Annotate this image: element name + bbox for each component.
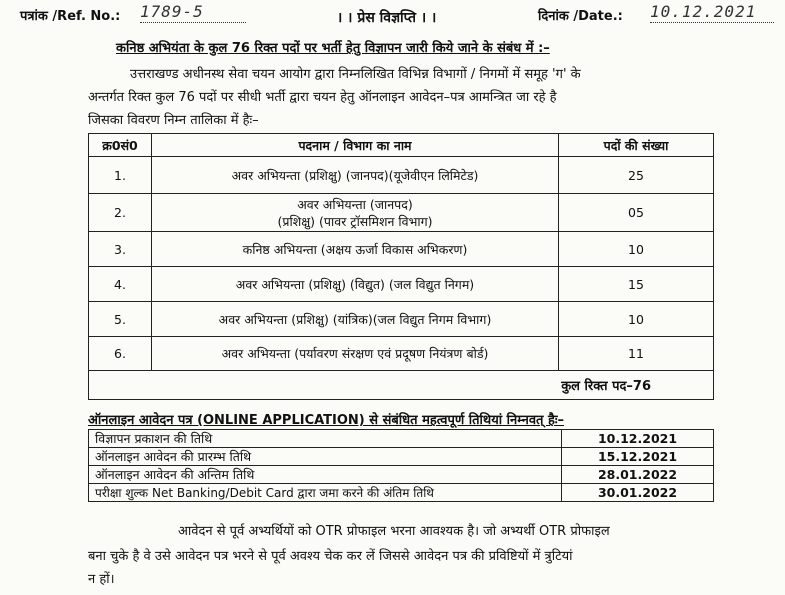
table-row <box>89 302 714 337</box>
row-sno: 2. <box>89 194 152 232</box>
vacancy-table <box>88 133 714 400</box>
row-post: अवर अभियन्ता (प्रशिक्षु) (विद्युत) (जल विद्युत निगम) <box>152 267 559 302</box>
ref-number-field <box>140 2 246 23</box>
table-row <box>89 337 714 371</box>
page-title: । । प्रेस विज्ञप्ति । । <box>337 10 437 26</box>
footer-line-1: आवेदन से पूर्व अभ्यर्थियों को OTR प्रोफाइल भरना आवश्यक है। जो अभ्यर्थी OTR प्रोफाइल <box>178 524 610 539</box>
row-count: 25 <box>559 157 714 194</box>
row-post-line-1: अवर अभियन्ता (जानपद) <box>297 196 413 212</box>
subject-line: कनिष्ठ अभियंता के कुल 76 रिक्त पदों पर भर्ती हेतु विज्ञापन जारी किये जाने के संबंध में :– <box>116 41 550 56</box>
row-sno: 4. <box>89 267 152 302</box>
table-row <box>89 267 714 302</box>
date-row <box>89 448 714 466</box>
row-sno: 5. <box>89 302 152 337</box>
ref-number-value: 1789-5 <box>140 2 204 21</box>
date-value: 28.01.2022 <box>562 466 714 484</box>
footer-line-2: बना चुके है वे उसे आवेदन पत्र भरने से पूर्व अवश्य चेक कर लें जिससे आवेदन पत्र की प्रविष्टियों में त्रुटियां <box>88 549 573 564</box>
date-label: विज्ञापन प्रकाशन की तिथि <box>89 430 562 448</box>
row-count: 05 <box>559 194 714 232</box>
intro-line-2: अन्तर्गत रिक्त कुल 76 पदों पर सीधी भर्ती द्वारा चयन हेतु ऑनलाइन आवेदन–पत्र आमन्त्रित जा रहे है <box>88 90 557 105</box>
row-sno: 1. <box>89 157 152 194</box>
col-post-header: पदनाम / विभाग का नाम <box>152 134 559 157</box>
table-row <box>89 157 714 194</box>
row-post: अवर अभियन्ता (पर्यावरण संरक्षण एवं प्रदूषण नियंत्रण बोर्ड) <box>152 337 559 371</box>
date-row <box>89 430 714 448</box>
date-row <box>89 466 714 484</box>
total-row <box>89 371 714 400</box>
date-label: ऑनलाइन आवेदन की प्रारम्भ तिथि <box>89 448 562 466</box>
date-label: ऑनलाइन आवेदन की अन्तिम तिथि <box>89 466 562 484</box>
vacancy-table-header <box>89 134 714 157</box>
row-post: कनिष्ठ अभियन्ता (अक्षय ऊर्जा विकास अभिकरण) <box>152 232 559 267</box>
table-row <box>89 194 714 232</box>
row-sno: 6. <box>89 337 152 371</box>
date-value: 10.12.2021 <box>562 430 714 448</box>
total-vacancies: कुल रिक्त पद–76 <box>89 371 714 400</box>
date-value: 30.01.2022 <box>562 484 714 502</box>
date-value: 10.12.2021 <box>650 2 757 21</box>
row-count: 10 <box>559 302 714 337</box>
dates-heading: ऑनलाइन आवेदन पत्र (ONLINE APPLICATION) से संबंधित महत्वपूर्ण तिथियां निम्नवत् हैः– <box>88 413 565 428</box>
date-row <box>89 484 714 502</box>
row-sno: 3. <box>89 232 152 267</box>
intro-line-1: उत्तराखण्ड अधीनस्थ सेवा चयन आयोग द्वारा निम्नलिखित विभिन्न विभागों / निगमों में समूह 'ग' के <box>130 67 581 82</box>
row-post: अवर अभियन्ता (प्रशिक्षु) (यांत्रिक)(जल विद्युत निगम विभाग) <box>152 302 559 337</box>
row-post <box>152 194 559 232</box>
row-count: 15 <box>559 267 714 302</box>
row-post-line-2: (प्रशिक्षु) (पावर ट्रॉसमिशन विभाग) <box>277 213 433 229</box>
row-post: अवर अभियन्ता (प्रशिक्षु) (जानपद)(यूजेवीएन लिमिटेड) <box>152 157 559 194</box>
ref-label: पत्रांक /Ref. No.: <box>20 9 121 24</box>
dates-table <box>88 429 714 502</box>
col-count-header: पदों की संख्या <box>559 134 714 157</box>
date-value: 15.12.2021 <box>562 448 714 466</box>
date-label: परीक्षा शुल्क Net Banking/Debit Card द्वारा जमा करने की अंतिम तिथि <box>89 484 562 502</box>
col-sno-header: क्र0सं0 <box>89 134 152 157</box>
footer-line-3: न हों। <box>88 572 115 587</box>
row-count: 11 <box>559 337 714 371</box>
table-row <box>89 232 714 267</box>
date-label: दिनांक /Date.: <box>538 9 623 24</box>
date-field <box>650 2 774 23</box>
row-count: 10 <box>559 232 714 267</box>
intro-line-3: जिसका विवरण निम्न तालिका में हैः– <box>88 113 259 128</box>
